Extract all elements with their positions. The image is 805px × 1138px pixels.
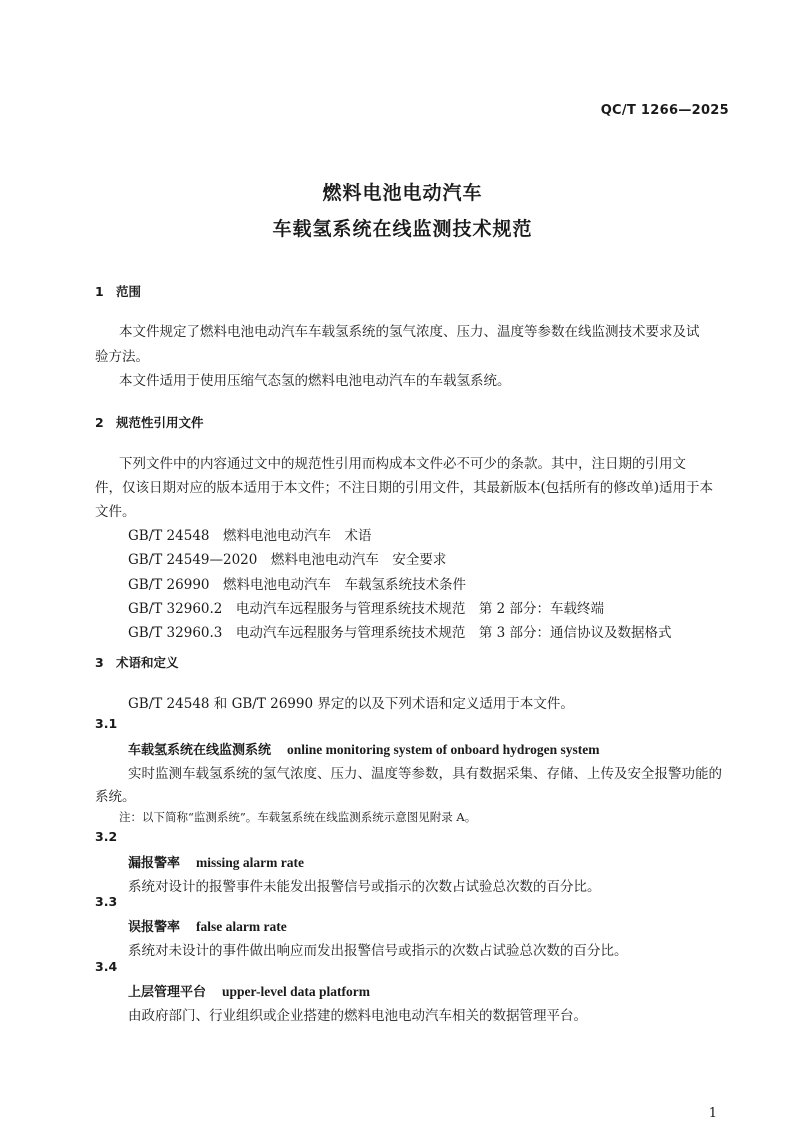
ref-item: GB/T 32960.3 电动汽车远程服务与管理系统技术规范 第 3 部分：通信协议及数据格式 <box>128 625 672 641</box>
s2-p1-line2: 件，仅该日期对应的版本适用于本文件；不注日期的引用文件，其最新版本(包括所有的修改单)适用于本 <box>95 480 714 496</box>
term-en: upper-level data platform <box>222 984 370 999</box>
section-number: 1 <box>95 284 104 299</box>
section-title: 范围 <box>116 284 142 299</box>
s1-p2: 本文件适用于使用压缩气态氢的燃料电池电动汽车的车载氢系统。 <box>119 373 511 389</box>
s2-p1-line1: 下列文件中的内容通过文中的规范性引用而构成本文件必不可少的条款。其中，注日期的引用文 <box>119 456 686 472</box>
ref-item: GB/T 24549—2020 燃料电池电动汽车 安全要求 <box>128 552 447 568</box>
term-3-4-def: 由政府部门、行业组织或企业搭建的燃料电池电动汽车相关的数据管理平台。 <box>128 1008 587 1024</box>
doc-code: QC/T 1266—2025 <box>600 103 729 118</box>
term-3-1-note: 注：以下简称“监测系统”。车载氢系统在线监测系统示意图见附录 A。 <box>119 810 477 824</box>
term-en: missing alarm rate <box>196 855 304 870</box>
term-3-1-def-line2: 系统。 <box>95 789 136 805</box>
section-3-heading <box>95 653 179 671</box>
term-3-2-name <box>128 852 304 871</box>
page-number: 1 <box>708 1106 717 1121</box>
term-en: online monitoring system of onboard hydrogen system <box>287 742 600 757</box>
ref-item: GB/T 26990 燃料电池电动汽车 车载氢系统技术条件 <box>128 577 466 593</box>
term-3-1-name <box>128 739 600 758</box>
term-cn: 车载氢系统在线监测系统 <box>128 743 272 758</box>
doc-title-line2: 车载氢系统在线监测技术规范 <box>272 218 533 240</box>
section-title: 术语和定义 <box>116 655 179 670</box>
term-cn: 漏报警率 <box>128 856 181 871</box>
s3-intro: GB/T 24548 和 GB/T 26990 界定的以及下列术语和定义适用于本文件。 <box>128 696 574 712</box>
section-number: 2 <box>95 415 104 430</box>
section-number: 3 <box>95 655 104 670</box>
term-3-2-def: 系统对设计的报警事件未能发出报警信号或指示的次数占试验总次数的百分比。 <box>128 879 601 895</box>
s2-p1-line3: 文件。 <box>95 504 136 520</box>
term-3-4-name <box>128 981 370 1000</box>
term-3-3-name <box>128 916 287 935</box>
s1-p1-line1: 本文件规定了燃料电池电动汽车车载氢系统的氢气浓度、压力、温度等参数在线监测技术要求及试 <box>119 324 700 340</box>
term-3-4-number: 3.4 <box>95 959 118 974</box>
ref-item: GB/T 24548 燃料电池电动汽车 术语 <box>128 528 372 544</box>
s1-p1-line2: 验方法。 <box>95 349 149 365</box>
section-1-heading <box>95 282 141 300</box>
doc-title-line1: 燃料电池电动汽车 <box>322 182 483 204</box>
term-3-1-def-line1: 实时监测车载氢系统的氢气浓度、压力、温度等参数，具有数据采集、存储、上传及安全报警功能的 <box>128 766 722 782</box>
term-3-2-number: 3.2 <box>95 829 118 844</box>
section-2-heading <box>95 413 204 431</box>
term-3-3-number: 3.3 <box>95 894 118 909</box>
term-cn: 误报警率 <box>128 920 181 935</box>
section-title: 规范性引用文件 <box>116 415 204 430</box>
term-3-1-number: 3.1 <box>95 716 118 731</box>
term-3-3-def: 系统对未设计的事件做出响应而发出报警信号或指示的次数占试验总次数的百分比。 <box>128 943 628 959</box>
ref-item: GB/T 32960.2 电动汽车远程服务与管理系统技术规范 第 2 部分：车载终端 <box>128 601 605 617</box>
term-en: false alarm rate <box>196 919 287 934</box>
term-cn: 上层管理平台 <box>128 985 207 1000</box>
